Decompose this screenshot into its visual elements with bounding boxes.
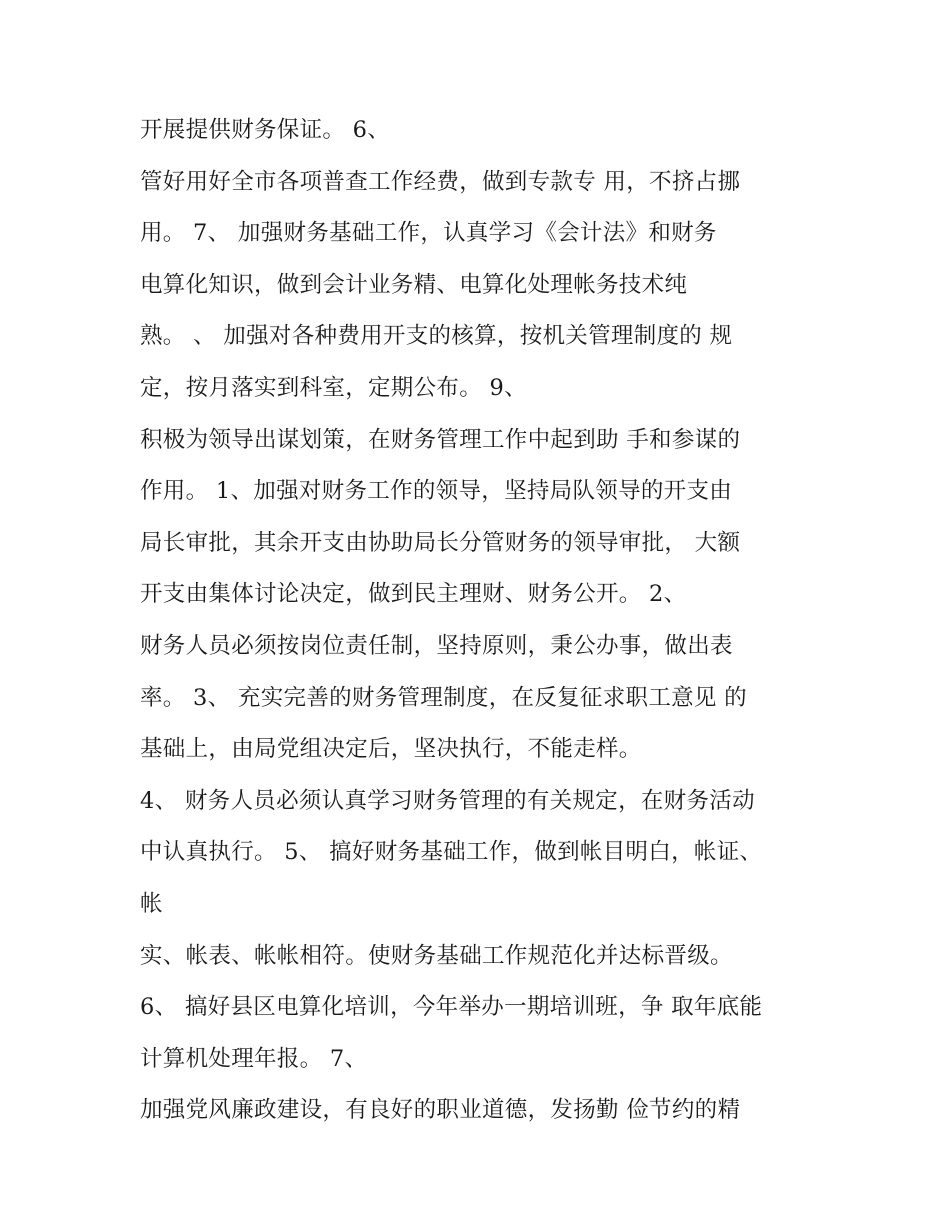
text-line: 帐 (140, 890, 163, 917)
text-line: 熟。 、 加强对各种费用开支的核算，按机关管理制度的 规 (140, 323, 733, 350)
text-line: 中认真执行。 5、 搞好财务基础工作，做到帐目明白，帐证、 (140, 839, 763, 866)
text-line: 管好用好全市各项普查工作经费，做到专款专 用，不挤占挪 (140, 168, 741, 195)
text-line: 局长审批，其余开支由协助局长分管财务的领导审批， 大额 (140, 529, 741, 556)
text-line: 积极为领导出谋划策，在财务管理工作中起到助 手和参谋的 (140, 426, 741, 453)
text-line: 基础上，由局党组决定后，坚决执行，不能走样。 (140, 736, 642, 763)
text-line: 加强党风廉政建设，有良好的职业道德，发扬勤 俭节约的精 (140, 1097, 741, 1124)
text-line: 开展提供财务保证。 6、 (140, 117, 391, 143)
text-line: 定，按月落实到科室，定期公布。 9、 (140, 374, 527, 401)
text-line: 计算机处理年报。 7、 (140, 1045, 368, 1072)
text-line: 电算化知识，做到会计业务精、电算化处理帐务技术纯 (140, 271, 688, 298)
text-line: 作用。 1、加强对财务工作的领导，坚持局队领导的开支由 (140, 478, 733, 505)
text-line: 财务人员必须按岗位责任制，坚持原则，秉公办事，做出表 (140, 632, 733, 659)
body-text (140, 108, 840, 1140)
text-line: 用。 7、 加强财务基础工作，认真学习《会计法》和财务 (140, 220, 717, 247)
text-line: 率。 3、 充实完善的财务管理制度，在反复征求职工意见 的 (140, 684, 747, 711)
text-line: 4、 财务人员必须认真学习财务管理的有关规定，在财务活动 (140, 787, 755, 814)
text-line: 实、帐表、帐帐相符。使财务基础工作规范化并达标晋级。 (140, 942, 733, 969)
text-line: 6、 搞好县区电算化培训，今年举办一期培训班，争 取年底能 (140, 994, 763, 1021)
text-line: 开支由集体讨论决定，做到民主理财、财务公开。 2、 (140, 581, 687, 608)
